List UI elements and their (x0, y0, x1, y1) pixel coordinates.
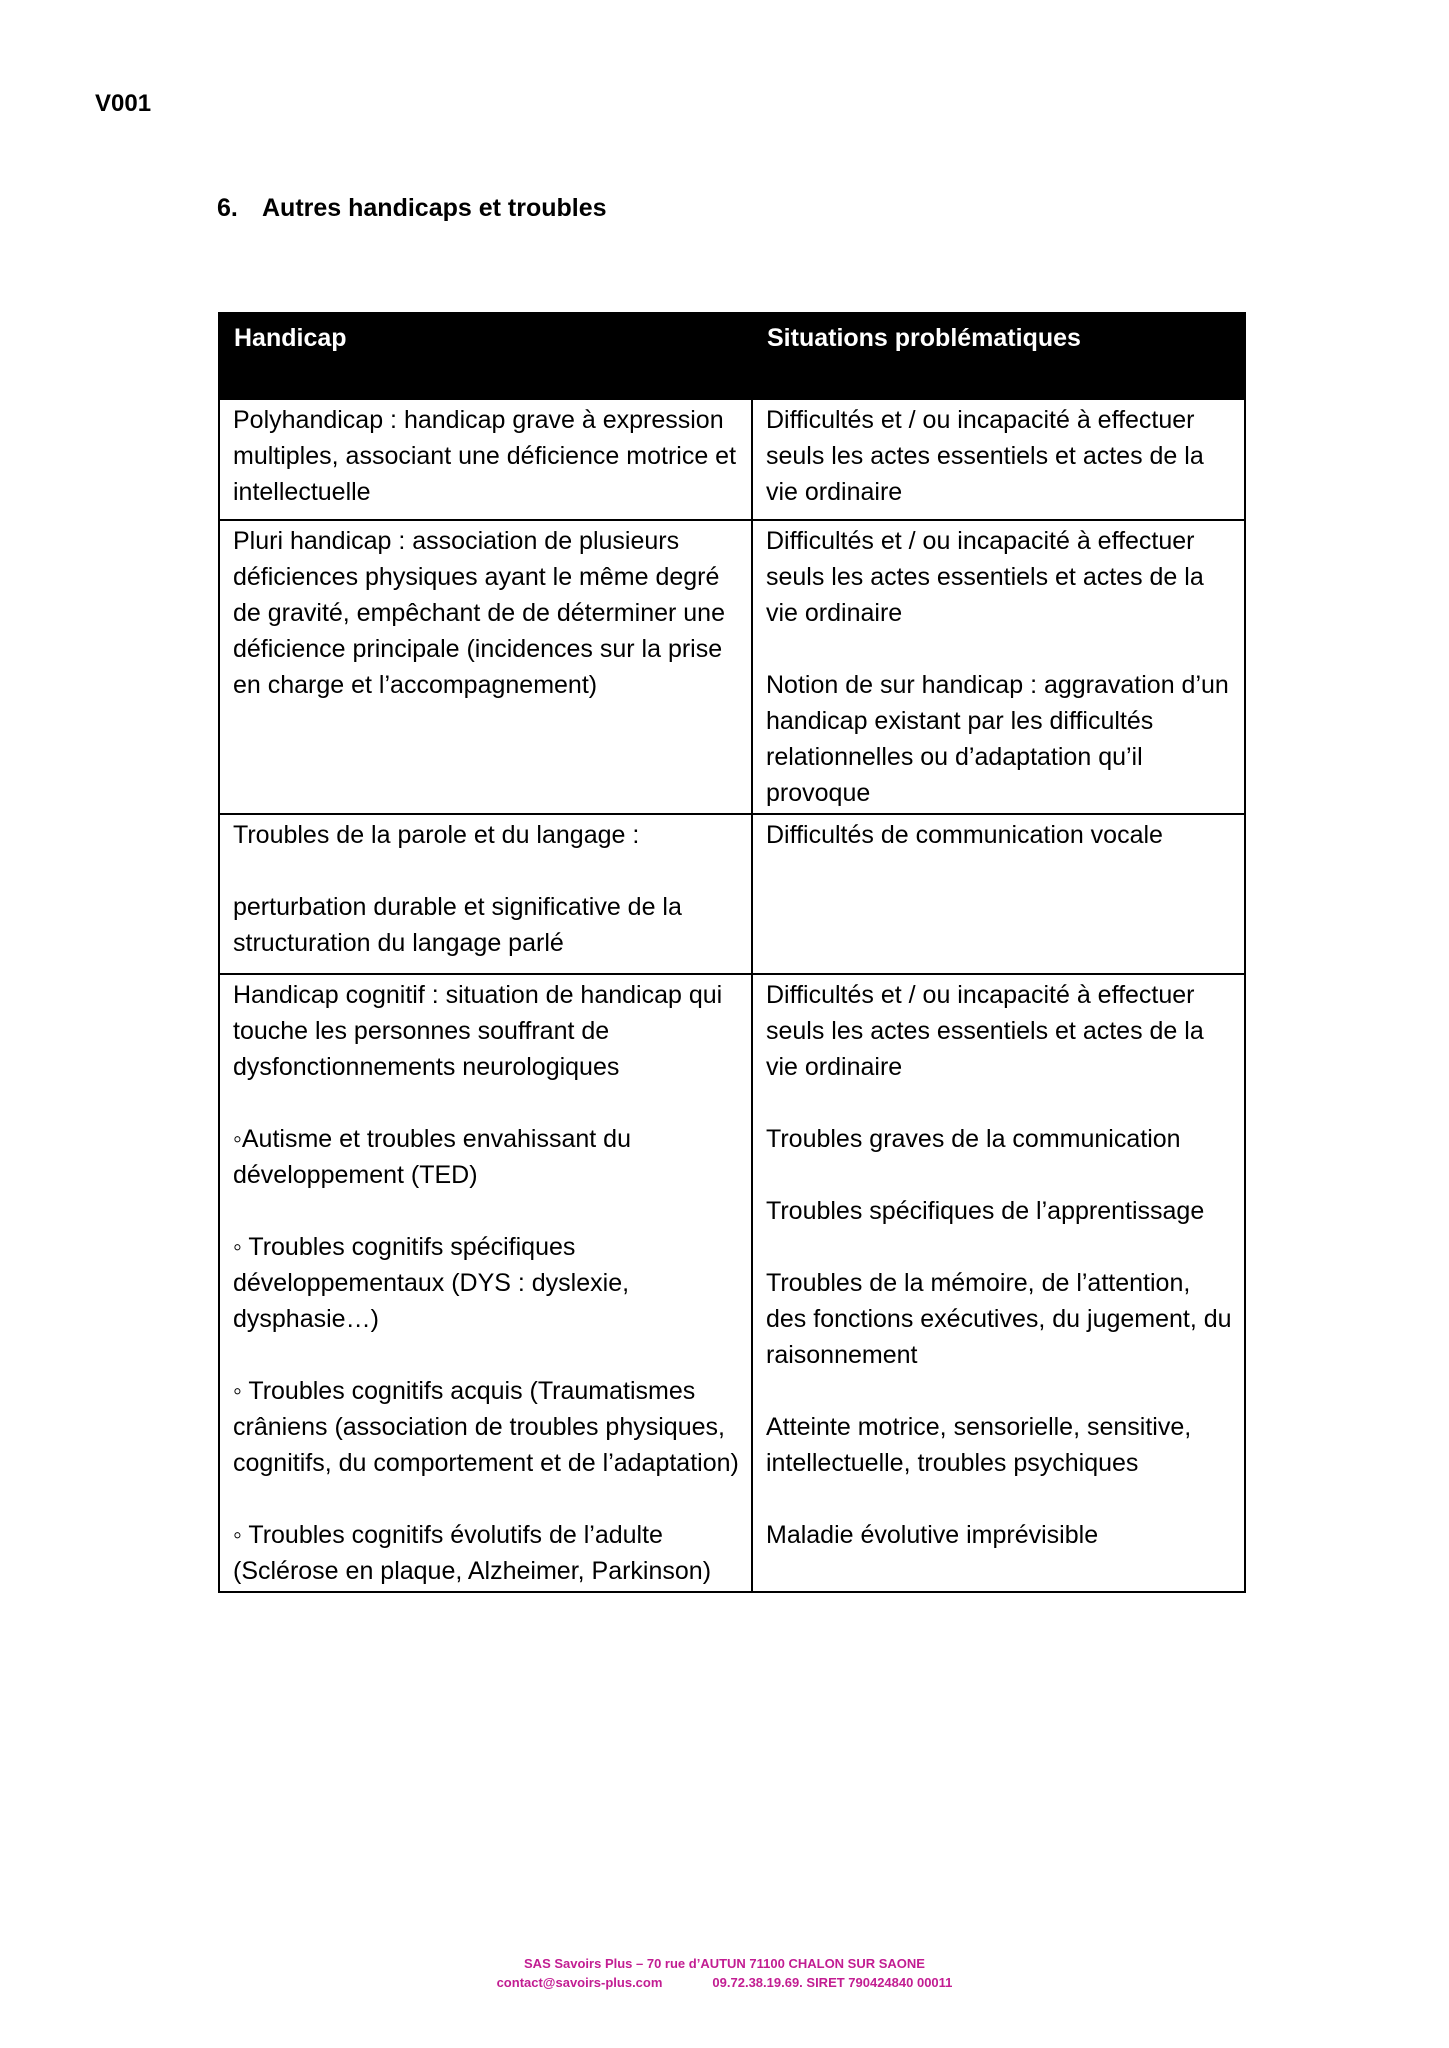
handicaps-table (218, 312, 1246, 1593)
section-title-text: Autres handicaps et troubles (262, 194, 607, 222)
table-header-row (219, 313, 1245, 399)
footer-phone-siret: 09.72.38.19.69. SIRET 790424840 00011 (712, 1975, 953, 1990)
table-row (219, 399, 1245, 520)
situations-cell: Difficultés et / ou incapacité à effectuer seuls les actes essentiels et actes de la vie ordinaire Troubles graves de la communication Troubles spécifiques de l’apprentissage Troubles de la mémoire, de l’attention, des fonctions exécutives, du jugement, du raisonnement Atteinte motrice, sensorielle, sensitive, intellectuelle, troubles psychiques Maladie évolutive imprévisible (752, 974, 1245, 1592)
section-title (217, 194, 607, 223)
document-code: V001 (95, 90, 152, 117)
situations-cell: Difficultés de communication vocale (752, 814, 1245, 974)
handicap-cell: Troubles de la parole et du langage : perturbation durable et significative de la structuration du langage parlé (219, 814, 752, 974)
footer-email: contact@savoirs-plus.com (496, 1975, 663, 1990)
situations-cell: Difficultés et / ou incapacité à effectuer seuls les actes essentiels et actes de la vie ordinaire Notion de sur handicap : aggravation d’un handicap existant par les difficultés relationnelles ou d’adaptation qu’il provoque (752, 520, 1245, 814)
footer-contact-line (0, 1973, 1449, 1992)
table-row (219, 520, 1245, 814)
section-number: 6. (217, 194, 238, 222)
handicap-cell: Handicap cognitif : situation de handicap qui touche les personnes souffrant de dysfonctionnements neurologiques ◦Autisme et troubles envahissant du développement (TED) ◦ Troubles cognitifs spécifiques développementaux (DYS : dyslexie, dysphasie…) ◦ Troubles cognitifs acquis (Traumatismes crâniens (association de troubles physiques, cognitifs, du comportement et de l’adaptation) ◦ Troubles cognitifs évolutifs de l’adulte (Sclérose en plaque, Alzheimer, Parkinson) (219, 974, 752, 1592)
handicap-cell: Pluri handicap : association de plusieurs déficiences physiques ayant le même degré de gravité, empêchant de de déterminer une déficience principale (incidences sur la prise en charge et l’accompagnement) (219, 520, 752, 814)
column-header-handicap: Handicap (219, 313, 752, 399)
situations-cell: Difficultés et / ou incapacité à effectuer seuls les actes essentiels et actes de la vie ordinaire (752, 399, 1245, 520)
table-row (219, 814, 1245, 974)
page-footer (0, 1954, 1449, 1992)
handicap-cell: Polyhandicap : handicap grave à expression multiples, associant une déficience motrice et intellectuelle (219, 399, 752, 520)
column-header-situations: Situations problématiques (752, 313, 1245, 399)
footer-address: SAS Savoirs Plus – 70 rue d’AUTUN 71100 CHALON SUR SAONE (524, 1956, 925, 1971)
table-row (219, 974, 1245, 1592)
